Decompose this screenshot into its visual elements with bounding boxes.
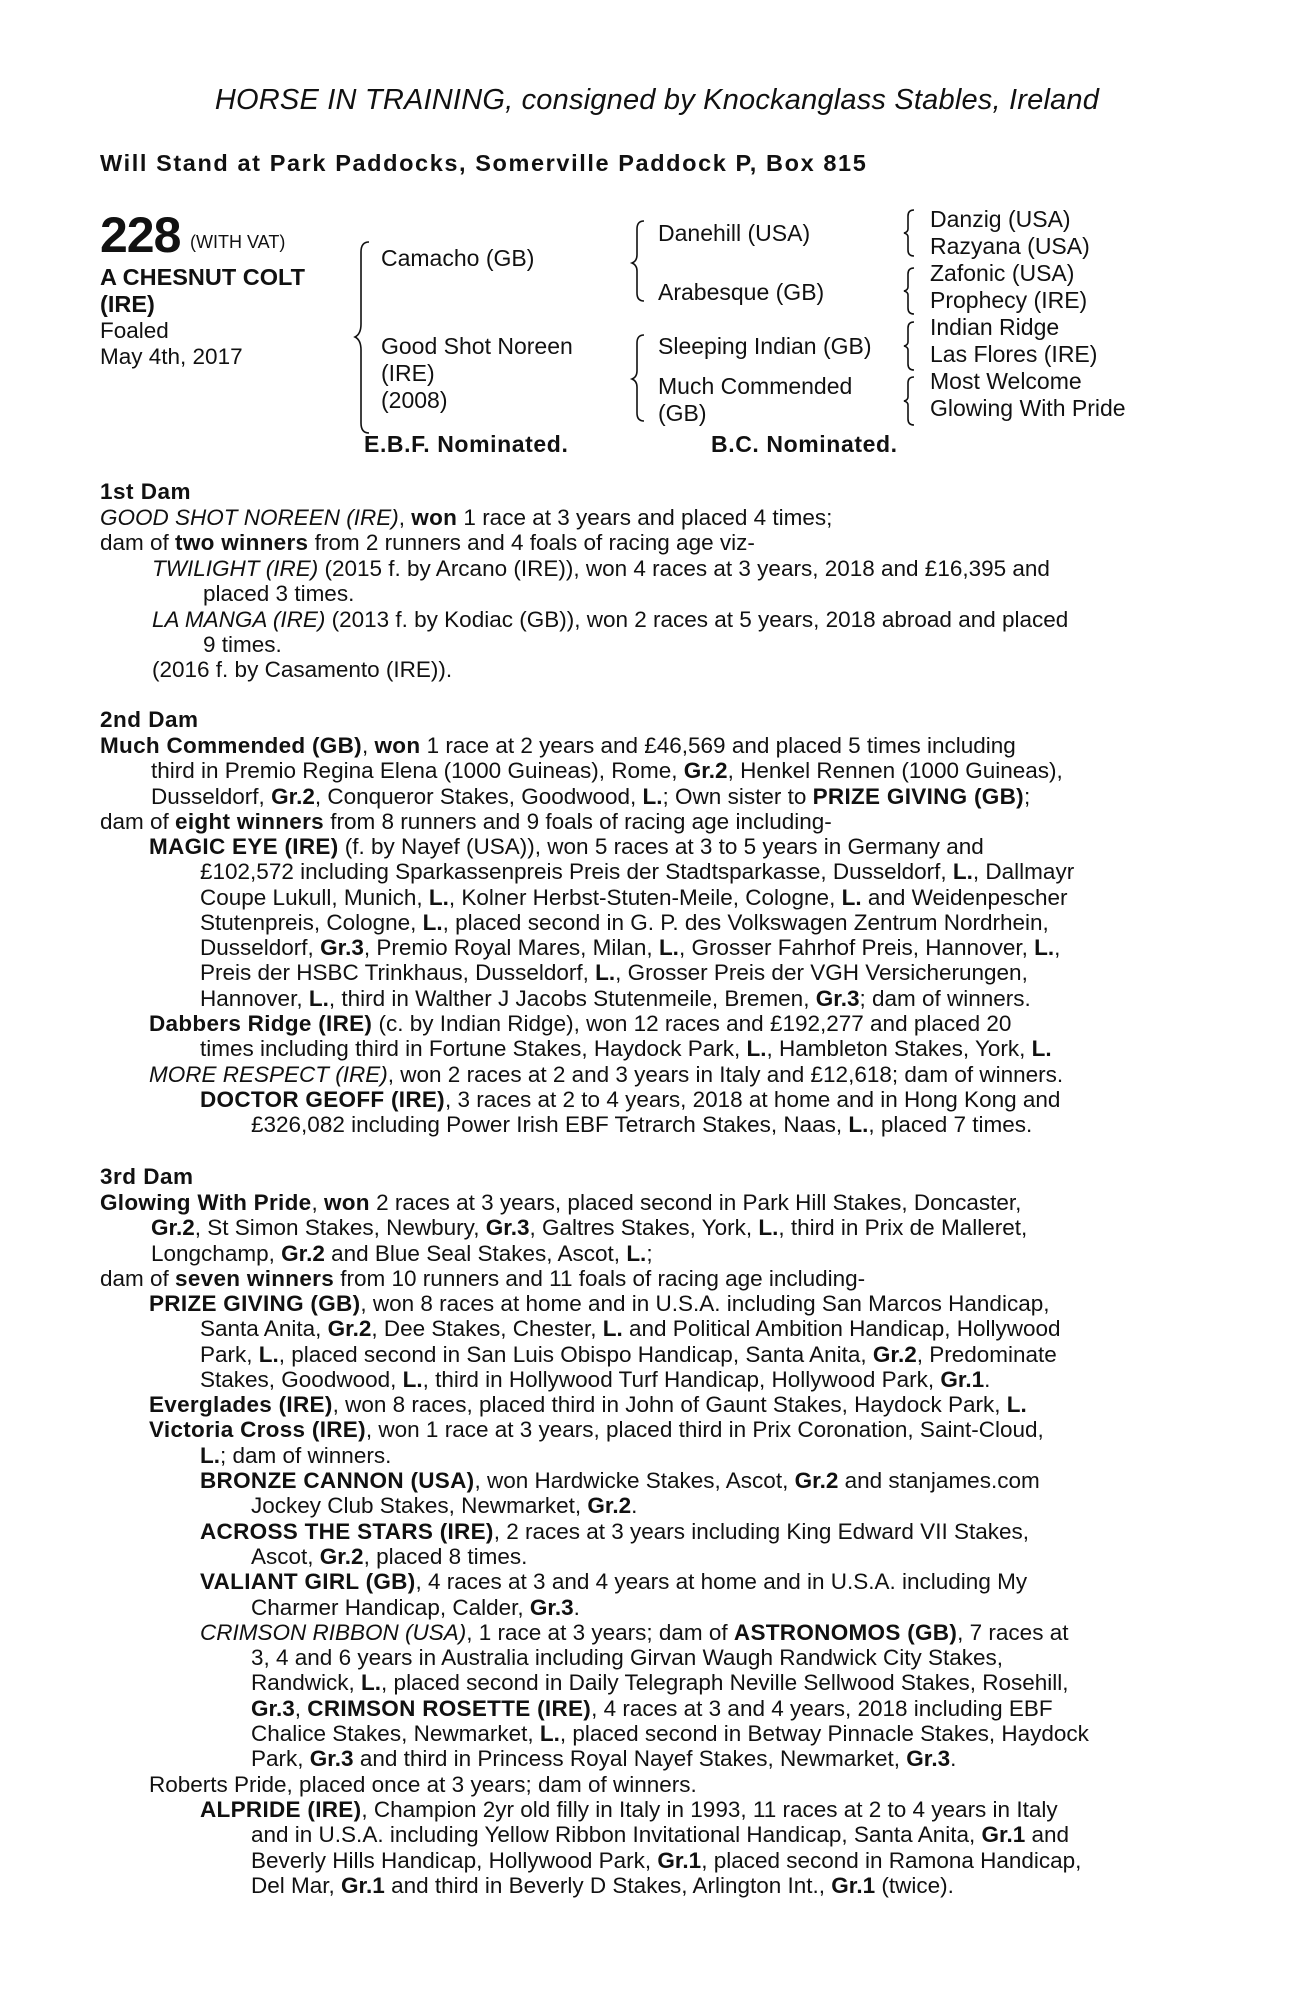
record-line <box>149 1595 1089 1620</box>
text-run: , placed 7 times. <box>868 1112 1033 1138</box>
ggp-las-flores: Las Flores (IRE) <box>930 341 1098 367</box>
grade: L. <box>595 960 616 986</box>
text-run: Del Mar, <box>251 1872 342 1898</box>
record-line <box>100 530 832 555</box>
record-line <box>149 1291 1089 1316</box>
record-line <box>100 1241 1027 1266</box>
record-line <box>149 1316 1089 1341</box>
record-line <box>149 1620 1089 1645</box>
text-run: Dusseldorf, <box>200 935 321 961</box>
pedigree-brace <box>632 333 650 423</box>
horse-name: DOCTOR GEOFF (IRE) <box>200 1086 445 1112</box>
text-run: and Political Ambition Handicap, Hollywood <box>622 1316 1061 1342</box>
grade: Gr.2 <box>319 1543 364 1569</box>
text-run: , 4 races at 3 and 4 years, 2018 including EBF <box>591 1695 1053 1721</box>
text-run: Stakes, Goodwood, <box>200 1366 403 1392</box>
record-line <box>149 1036 1074 1061</box>
dam-name: GOOD SHOT NOREEN (IRE) <box>100 505 399 530</box>
record-line <box>149 1112 1074 1137</box>
record-line <box>100 505 832 530</box>
grade: Gr.2 <box>794 1468 839 1494</box>
text-run: Beverly Hills Handicap, Hollywood Park, <box>251 1847 658 1873</box>
third-dam-produce <box>149 1291 1089 1898</box>
text-run: Stutenpreis, Cologne, <box>200 909 423 935</box>
grade: Gr.1 <box>981 1822 1026 1848</box>
horse-name: PRIZE GIVING (GB) <box>149 1291 361 1316</box>
record-line <box>100 758 1063 783</box>
record-line <box>152 581 1068 606</box>
text-run: Randwick, <box>251 1670 362 1696</box>
record-line <box>149 1670 1089 1695</box>
text-run: , third in Walther J Jacobs Stutenmeile, Bremen, <box>328 985 816 1011</box>
record-line <box>149 1087 1074 1112</box>
third-dam-record <box>100 1190 1027 1291</box>
grade: L. <box>539 1721 560 1747</box>
pedigree-brace <box>904 208 918 258</box>
stabling-location: Will Stand at Park Paddocks, Somerville Paddock P, Box 815 <box>100 150 868 176</box>
text-run: Roberts Pride, placed once at 3 years; dam of winners. <box>149 1771 697 1797</box>
ggp-zafonic: Zafonic (USA) <box>930 260 1075 286</box>
grade: Gr.1 <box>657 1847 702 1873</box>
dam-dam-name <box>658 373 852 427</box>
text-run: 1 race at 3 years and placed 4 times; <box>457 505 833 530</box>
record-line <box>152 657 1068 682</box>
text-run: (f. by Nayef (USA)), won 5 races at 3 to 5 years in Germany and <box>338 834 984 859</box>
text-run: Park, <box>251 1746 310 1772</box>
text-run: , <box>311 1190 324 1215</box>
grade: Gr.2 <box>271 783 315 809</box>
text-run: , won Hardwicke Stakes, Ascot, <box>474 1468 795 1494</box>
third-dam-heading: 3rd Dam <box>100 1164 194 1189</box>
text-run: , placed second in Ramona Handicap, <box>701 1847 1082 1873</box>
ebf-nomination: E.B.F. Nominated. <box>364 431 569 457</box>
horse-name: Dabbers Ridge (IRE) <box>149 1011 373 1037</box>
text-run: Ascot, <box>251 1543 320 1569</box>
text-run: , Predominate <box>916 1341 1057 1367</box>
text-run: Charmer Handicap, Calder, <box>251 1594 530 1620</box>
record-line <box>100 733 1063 758</box>
record-line <box>149 1822 1089 1847</box>
horse-name: Everglades (IRE) <box>149 1392 333 1418</box>
text-run: , third in Hollywood Turf Handicap, Hollywood Park, <box>422 1366 941 1392</box>
first-dam-heading: 1st Dam <box>100 479 192 504</box>
ggp-indian-ridge: Indian Ridge <box>930 314 1060 340</box>
text-run: , won 2 races at 2 and 3 years in Italy and £12,618; dam of winners. <box>387 1061 1064 1087</box>
text-run: , <box>361 733 375 758</box>
horse-name: BRONZE CANNON (USA) <box>200 1468 475 1494</box>
text-run: , placed second in San Luis Obispo Handicap, Santa Anita, <box>278 1341 873 1367</box>
text-run: , Hambleton Stakes, York, <box>766 1036 1032 1062</box>
text-run: , Conqueror Stakes, Goodwood, <box>314 783 643 809</box>
record-line <box>149 1417 1089 1442</box>
grade: L. <box>361 1670 382 1696</box>
text-run: £326,082 including Power Irish EBF Tetrarch Stakes, Naas, <box>251 1112 849 1138</box>
text-run: , Kolner Herbst-Stuten-Meile, Cologne, <box>448 884 842 910</box>
text-run: 9 times. <box>203 631 282 657</box>
text-run: 1 race at 2 years and £46,569 and placed 5 times including <box>420 733 1016 758</box>
text-run: . <box>631 1493 638 1519</box>
text-run: . <box>984 1366 991 1392</box>
text-run: , placed second in G. P. des Volkswagen Zentrum Nordrhein, <box>442 909 1049 935</box>
foaled-date: May 4th, 2017 <box>100 344 243 369</box>
record-line <box>149 1873 1089 1898</box>
grade: L. <box>1006 1392 1027 1418</box>
text-run: dam of <box>100 1265 176 1291</box>
text-run: (2016 f. by Casamento (IRE)). <box>152 657 453 683</box>
text-run: , Dee Stakes, Chester, <box>371 1316 603 1342</box>
record-line <box>100 809 1063 834</box>
record-line <box>152 632 1068 657</box>
text-run: dam of <box>100 530 176 556</box>
record-line <box>152 556 1068 581</box>
text-run: , St Simon Stakes, Newbury, <box>194 1215 486 1241</box>
grade: Gr.3 <box>906 1746 951 1772</box>
grade: L. <box>200 1442 220 1468</box>
first-dam-record <box>100 505 832 556</box>
produce-name: LA MANGA (IRE) <box>152 606 326 632</box>
text-run: third in Premio Regina Elena (1000 Guineas), Rome, <box>151 758 684 784</box>
text-run: (twice). <box>875 1872 954 1898</box>
grade: L. <box>258 1341 279 1367</box>
text-run: Hannover, <box>200 985 309 1011</box>
grade: Gr.1 <box>831 1872 876 1898</box>
pedigree-brace <box>904 266 918 316</box>
grade: L. <box>626 1240 647 1266</box>
grade: L. <box>1031 1036 1052 1062</box>
grade: L. <box>848 1112 869 1138</box>
record-line <box>149 885 1074 910</box>
grade: Gr.2 <box>683 758 728 784</box>
record-line <box>149 1746 1089 1771</box>
great-grandparents <box>930 206 1126 422</box>
record-line <box>149 1367 1089 1392</box>
text-run: , Grosser Fahrhof Preis, Hannover, <box>678 935 1035 961</box>
grade: Gr.1 <box>940 1366 985 1392</box>
text-run: Chalice Stakes, Newmarket, <box>251 1721 540 1747</box>
sire-name: Camacho (GB) <box>381 245 535 271</box>
record-line <box>149 1468 1089 1493</box>
text-run: ; Own sister to <box>662 783 813 809</box>
text-run: times including third in Fortune Stakes, Haydock Park, <box>200 1036 747 1062</box>
text-run: . <box>950 1746 957 1772</box>
text-run: and Weidenpescher <box>861 884 1068 910</box>
record-line <box>149 859 1074 884</box>
grade: Gr.3 <box>529 1594 574 1620</box>
text-run: , 4 races at 3 and 4 years at home and in U.S.A. including My <box>415 1569 1028 1595</box>
text-run: ; dam of winners. <box>859 985 1031 1011</box>
grade: Gr.2 <box>327 1316 372 1342</box>
lot-number: 228 <box>100 207 181 263</box>
horse-name-line: (IRE) <box>100 291 155 317</box>
text-run: , 7 races at <box>957 1619 1069 1645</box>
record-line <box>149 986 1074 1011</box>
won-label: won <box>323 1190 370 1215</box>
horse-name: ACROSS THE STARS (IRE) <box>200 1518 494 1544</box>
text-run: (c. by Indian Ridge), won 12 races and £192,277 and placed 20 <box>372 1011 1012 1037</box>
dam-name <box>381 333 573 414</box>
winners-count: eight winners <box>175 808 324 834</box>
pedigree-brace <box>632 219 650 303</box>
record-line <box>149 834 1074 859</box>
text-run: from 2 runners and 4 foals of racing age viz- <box>308 530 755 556</box>
sire-dam-name: Arabesque (GB) <box>658 279 825 305</box>
text-run: Longchamp, <box>151 1240 282 1266</box>
text-run: dam of <box>100 808 176 834</box>
ggp-prophecy: Prophecy (IRE) <box>930 287 1088 313</box>
text-run: and Blue Seal Stakes, Ascot, <box>324 1240 627 1266</box>
record-line <box>100 784 1063 809</box>
horse-name: MAGIC EYE (IRE) <box>149 834 339 859</box>
dam-name-line: Good Shot Noreen <box>381 333 573 359</box>
text-run: , Galtres Stakes, York, <box>529 1215 759 1241</box>
text-run: , Premio Royal Mares, Milan, <box>363 935 659 961</box>
record-line <box>149 1519 1089 1544</box>
text-run: , 2 races at 3 years including King Edward VII Stakes, <box>493 1518 1029 1544</box>
record-line <box>100 1266 1027 1291</box>
text-run: , third in Prix de Malleret, <box>778 1215 1028 1241</box>
record-line <box>149 1848 1089 1873</box>
foaled-label: Foaled <box>100 318 169 343</box>
text-run: and third in Beverly D Stakes, Arlington Int., <box>384 1872 832 1898</box>
ggp-razyana: Razyana (USA) <box>930 233 1090 259</box>
horse-name: PRIZE GIVING (GB) <box>812 783 1024 809</box>
text-run: and <box>1025 1822 1070 1848</box>
dam-name: Much Commended (GB) <box>100 733 362 758</box>
grade: Gr.2 <box>872 1341 917 1367</box>
grade: Gr.3 <box>309 1746 354 1772</box>
dam-dam-name-line: (GB) <box>658 400 707 426</box>
grade: L. <box>422 909 443 935</box>
text-run: £102,572 including Sparkassenpreis Preis der Stadtsparkasse, Dusseldorf, <box>200 859 953 885</box>
text-run: . <box>573 1594 580 1620</box>
grade: Gr.3 <box>815 985 860 1011</box>
horse-name-line: A CHESNUT COLT <box>100 264 305 290</box>
text-run: , 1 race at 3 years; dam of <box>466 1619 734 1645</box>
horse-name: ALPRIDE (IRE) <box>200 1796 362 1822</box>
grade: Gr.3 <box>485 1215 530 1241</box>
record-line <box>100 1190 1027 1215</box>
first-dam-produce <box>152 556 1068 682</box>
ggp-most-welcome: Most Welcome <box>930 368 1082 394</box>
text-run: , Grosser Preis der VGH Versicherungen, <box>615 960 1028 986</box>
consignment-title: HORSE IN TRAINING, consigned by Knockanglass Stables, Ireland <box>214 84 1100 116</box>
text-run: 2 races at 3 years, placed second in Park Hill Stakes, Doncaster, <box>369 1190 1022 1215</box>
winners-count: two winners <box>175 530 309 556</box>
foaling-info <box>100 318 243 370</box>
text-run: (2015 f. by Arcano (IRE)), won 4 races at 3 years, 2018 and £16,395 and <box>318 556 1050 581</box>
text-run: , placed second in Daily Telegraph Neville Sellwood Stakes, Rosehill, <box>381 1670 1069 1696</box>
record-line <box>149 910 1074 935</box>
ggp-glowing-with-pride: Glowing With Pride <box>930 395 1126 421</box>
text-run: , <box>398 505 412 530</box>
text-run: , won 8 races at home and in U.S.A. including San Marcos Handicap, <box>360 1291 1050 1316</box>
text-run: , won 1 race at 3 years, placed third in Prix Coronation, Saint-Cloud, <box>365 1417 1044 1443</box>
horse-name: Victoria Cross (IRE) <box>149 1417 366 1443</box>
grade: L. <box>746 1036 767 1062</box>
grade: L. <box>428 884 449 910</box>
text-run: , won 8 races, placed third in John of Gaunt Stakes, Haydock Park, <box>332 1392 1007 1418</box>
text-run: , <box>294 1695 308 1721</box>
dam-name-line: (2008) <box>381 387 448 413</box>
record-line <box>149 1443 1089 1468</box>
text-run: (2013 f. by Kodiac (GB)), won 2 races at 5 years, 2018 abroad and placed <box>325 606 1069 632</box>
grade: L. <box>952 859 973 885</box>
text-run: ; <box>646 1240 653 1266</box>
text-run: from 10 runners and 11 foals of racing age including- <box>334 1265 866 1291</box>
text-run: , Dallmayr <box>972 859 1075 885</box>
record-line <box>149 960 1074 985</box>
horse-name: CRIMSON ROSETTE (IRE) <box>307 1695 592 1721</box>
record-line <box>149 1392 1089 1417</box>
text-run: ; <box>1023 783 1031 809</box>
record-line <box>149 1569 1089 1594</box>
second-dam-record <box>100 733 1063 834</box>
record-line <box>149 1696 1089 1721</box>
grade: L. <box>402 1366 423 1392</box>
winners-count: seven winners <box>175 1265 335 1291</box>
record-line <box>149 1772 1089 1797</box>
text-run: and stanjames.com <box>838 1468 1040 1494</box>
record-line <box>152 607 1068 632</box>
grade: Gr.2 <box>281 1240 325 1266</box>
pedigree-brace <box>904 320 918 372</box>
text-run: 3, 4 and 6 years in Australia including Girvan Waugh Randwick City Stakes, <box>251 1645 1004 1671</box>
record-line <box>149 935 1074 960</box>
text-run: and in U.S.A. including Yellow Ribbon Invitational Handicap, Santa Anita, <box>251 1822 982 1848</box>
text-run: Preis der HSBC Trinkhaus, Dusseldorf, <box>200 960 596 986</box>
grade: L. <box>658 935 679 961</box>
text-run: , placed second in Betway Pinnacle Stakes, Haydock <box>559 1721 1089 1747</box>
text-run: placed 3 times. <box>203 581 355 607</box>
grade: L. <box>308 985 329 1011</box>
text-run: , 3 races at 2 to 4 years, 2018 at home and in Hong Kong and <box>444 1086 1061 1112</box>
dam-name-line: (IRE) <box>381 360 435 386</box>
second-dam-heading: 2nd Dam <box>100 707 199 732</box>
second-dam-produce <box>149 834 1074 1138</box>
ggp-danzig: Danzig (USA) <box>930 206 1071 232</box>
grade: L. <box>1034 935 1055 961</box>
grade: Gr.3 <box>251 1695 295 1721</box>
pedigree-brace <box>355 240 375 435</box>
won-label: won <box>374 733 421 758</box>
record-line <box>149 1342 1089 1367</box>
text-run: and third in Princess Royal Nayef Stakes, Newmarket, <box>353 1746 907 1772</box>
text-run: Dusseldorf, <box>151 783 272 809</box>
text-run: ; dam of winners. <box>220 1442 392 1468</box>
grade: Gr.1 <box>341 1872 385 1898</box>
record-line <box>149 1062 1074 1087</box>
vat-note: (WITH VAT) <box>190 232 286 252</box>
record-line <box>149 1544 1089 1569</box>
sire-sire-name: Danehill (USA) <box>658 220 811 246</box>
horse-description <box>100 264 305 318</box>
bc-nomination: B.C. Nominated. <box>711 431 898 457</box>
text-run: Jockey Club Stakes, Newmarket, <box>251 1493 588 1519</box>
grade: Gr.3 <box>320 935 364 961</box>
grade: L. <box>758 1215 779 1241</box>
record-line <box>100 1215 1027 1240</box>
record-line <box>149 1493 1089 1518</box>
produce-name: TWILIGHT (IRE) <box>152 556 319 581</box>
grade: L. <box>841 884 862 910</box>
text-run: Park, <box>200 1341 259 1367</box>
text-run: , Champion 2yr old filly in Italy in 1993, 11 races at 2 to 4 years in Italy <box>361 1796 1058 1822</box>
text-run: from 8 runners and 9 foals of racing age including- <box>323 808 832 834</box>
text-run: Santa Anita, <box>200 1316 328 1342</box>
grade: L. <box>642 783 663 809</box>
dam-name: Glowing With Pride <box>100 1190 312 1215</box>
won-label: won <box>411 505 458 530</box>
record-line <box>149 1645 1089 1670</box>
horse-name: CRIMSON RIBBON (USA) <box>200 1619 467 1645</box>
dam-dam-name-line: Much Commended <box>658 373 853 399</box>
record-line <box>149 1721 1089 1746</box>
horse-name: MORE RESPECT (IRE) <box>149 1061 388 1087</box>
text-run: , Henkel Rennen (1000 Guineas), <box>727 758 1063 784</box>
text-run: , placed 8 times. <box>363 1543 528 1569</box>
horse-name: VALIANT GIRL (GB) <box>200 1569 416 1595</box>
pedigree-brace <box>904 375 918 427</box>
dam-sire-name: Sleeping Indian (GB) <box>658 333 872 359</box>
grade: Gr.2 <box>587 1493 632 1519</box>
horse-name: ASTRONOMOS (GB) <box>733 1619 958 1645</box>
text-run: , <box>1054 935 1061 961</box>
grade: L. <box>602 1316 623 1342</box>
grade: Gr.2 <box>151 1215 195 1241</box>
text-run: Coupe Lukull, Munich, <box>200 884 429 910</box>
record-line <box>149 1797 1089 1822</box>
record-line <box>149 1011 1074 1036</box>
